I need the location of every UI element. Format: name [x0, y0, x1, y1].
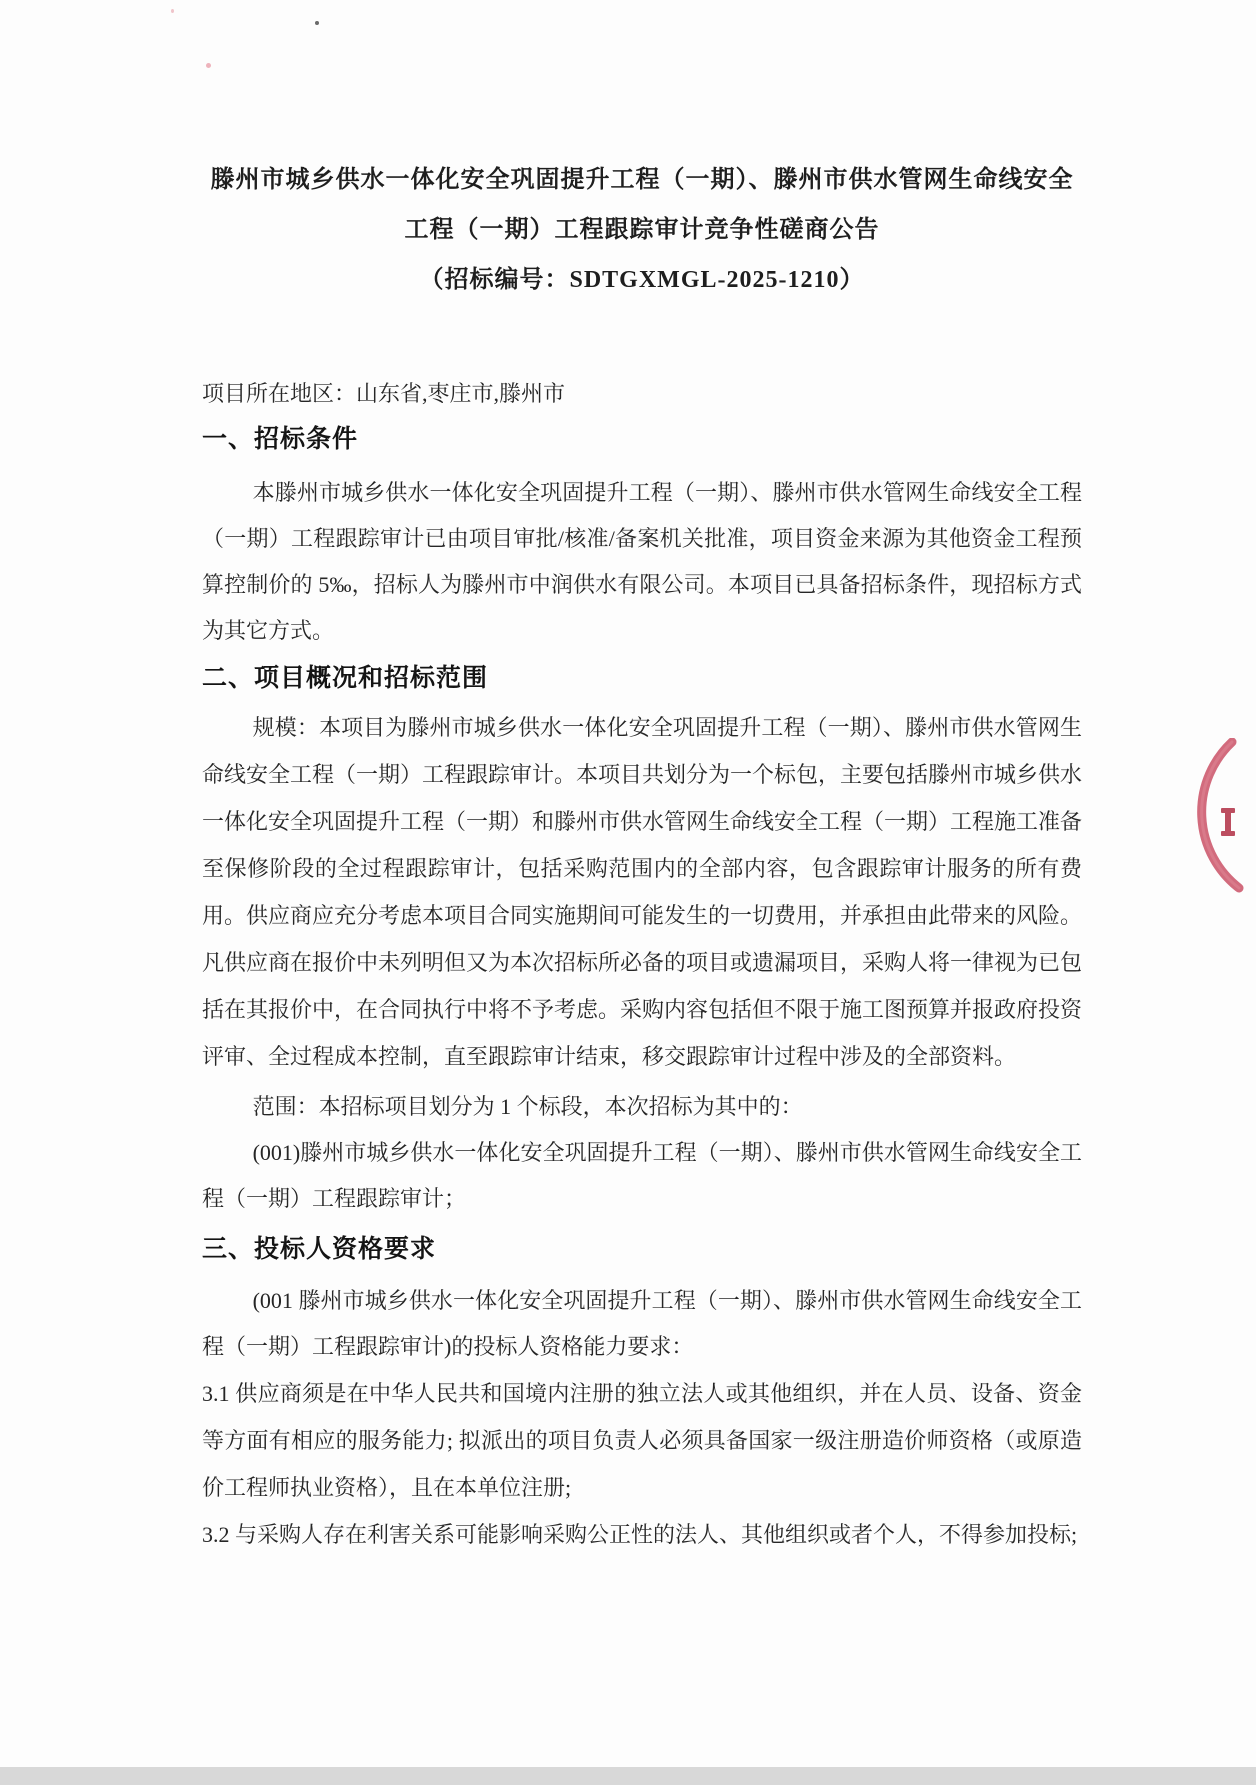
- project-location-line: 项目所在地区：山东省,枣庄市,滕州市: [202, 381, 566, 406]
- seal-character-mark: [1221, 808, 1235, 836]
- section-heading-bidder-qualifications: 三、投标人资格要求: [202, 1235, 437, 1263]
- paragraph-project-scale: 规模：本项目为滕州市城乡供水一体化安全巩固提升工程（一期）、滕州市供水管网生命线安全工程（一期）工程跟踪审计。本项目共划分为一个标包，主要包括滕州市城乡供水一体化安全巩固提升工程（一期）和滕州市供水管网生命线安全工程（一期）工程施工准备至保修阶段的全过程跟踪审计，包括采购范围内的全部内容，包含跟踪审计服务的所有费用。供应商应充分考虑本项目合同实施期间可能发生的一切费用，并承担由此带来的风险。凡供应商在报价中未列明但又为本次招标所必备的项目或遗漏项目，采购人将一律视为已包括在其报价中，在合同执行中将不予考虑。采购内容包括但不限于施工图预算并报政府投资评审、全过程成本控制，直至跟踪审计结束，移交跟踪审计过程中涉及的全部资料。: [202, 715, 1083, 1069]
- section-heading-bidding-conditions: 一、招标条件: [202, 425, 359, 453]
- red-seal-arc: [1196, 738, 1256, 894]
- scan-speck: [315, 21, 319, 25]
- document-title-line-1: 滕州市城乡供水一体化安全巩固提升工程（一期）、滕州市供水管网生命线安全: [210, 167, 1074, 193]
- document-title-line-2: 工程（一期）工程跟踪审计竞争性磋商公告: [404, 217, 880, 243]
- document-title: [202, 155, 1082, 305]
- paragraph-requirement-3-2: 3.2 与采购人存在利害关系可能影响采购公正性的法人、其他组织或者个人，不得参加投标;: [202, 1522, 1078, 1547]
- scan-speck: [171, 9, 174, 13]
- paragraph-qualification-intro: (001 滕州市城乡供水一体化安全巩固提升工程（一期）、滕州市供水管网生命线安全工程（一期）工程跟踪审计)的投标人资格能力要求：: [202, 1288, 1082, 1359]
- scan-speck: [206, 63, 211, 68]
- tender-number-line: （招标编号：SDTGXMGL-2025-1210）: [419, 267, 865, 293]
- paragraph-bid-section-001: (001)滕州市城乡供水一体化安全巩固提升工程（一期）、滕州市供水管网生命线安全工程（一期）工程跟踪审计；: [202, 1140, 1082, 1211]
- paragraph-requirement-3-1: 3.1 供应商须是在中华人民共和国境内注册的独立法人或其他组织，并在人员、设备、资金等方面有相应的服务能力; 拟派出的项目负责人必须具备国家一级注册造价师资格（或原造价工程师执业资格），且在本单位注册;: [202, 1381, 1082, 1500]
- paragraph-project-scope: 范围：本招标项目划分为 1 个标段，本次招标为其中的：: [252, 1094, 803, 1119]
- paragraph-bidding-conditions: 本滕州市城乡供水一体化安全巩固提升工程（一期）、滕州市供水管网生命线安全工程（一期）工程跟踪审计已由项目审批/核准/备案机关批准，项目资金来源为其他资金工程预算控制价的 5‰，招标人为滕州市中润供水有限公司。本项目已具备招标条件，现招标方式为其它方式。: [202, 480, 1082, 643]
- scan-bottom-bar: [0, 1767, 1256, 1785]
- section-heading-project-overview: 二、项目概况和招标范围: [202, 664, 489, 692]
